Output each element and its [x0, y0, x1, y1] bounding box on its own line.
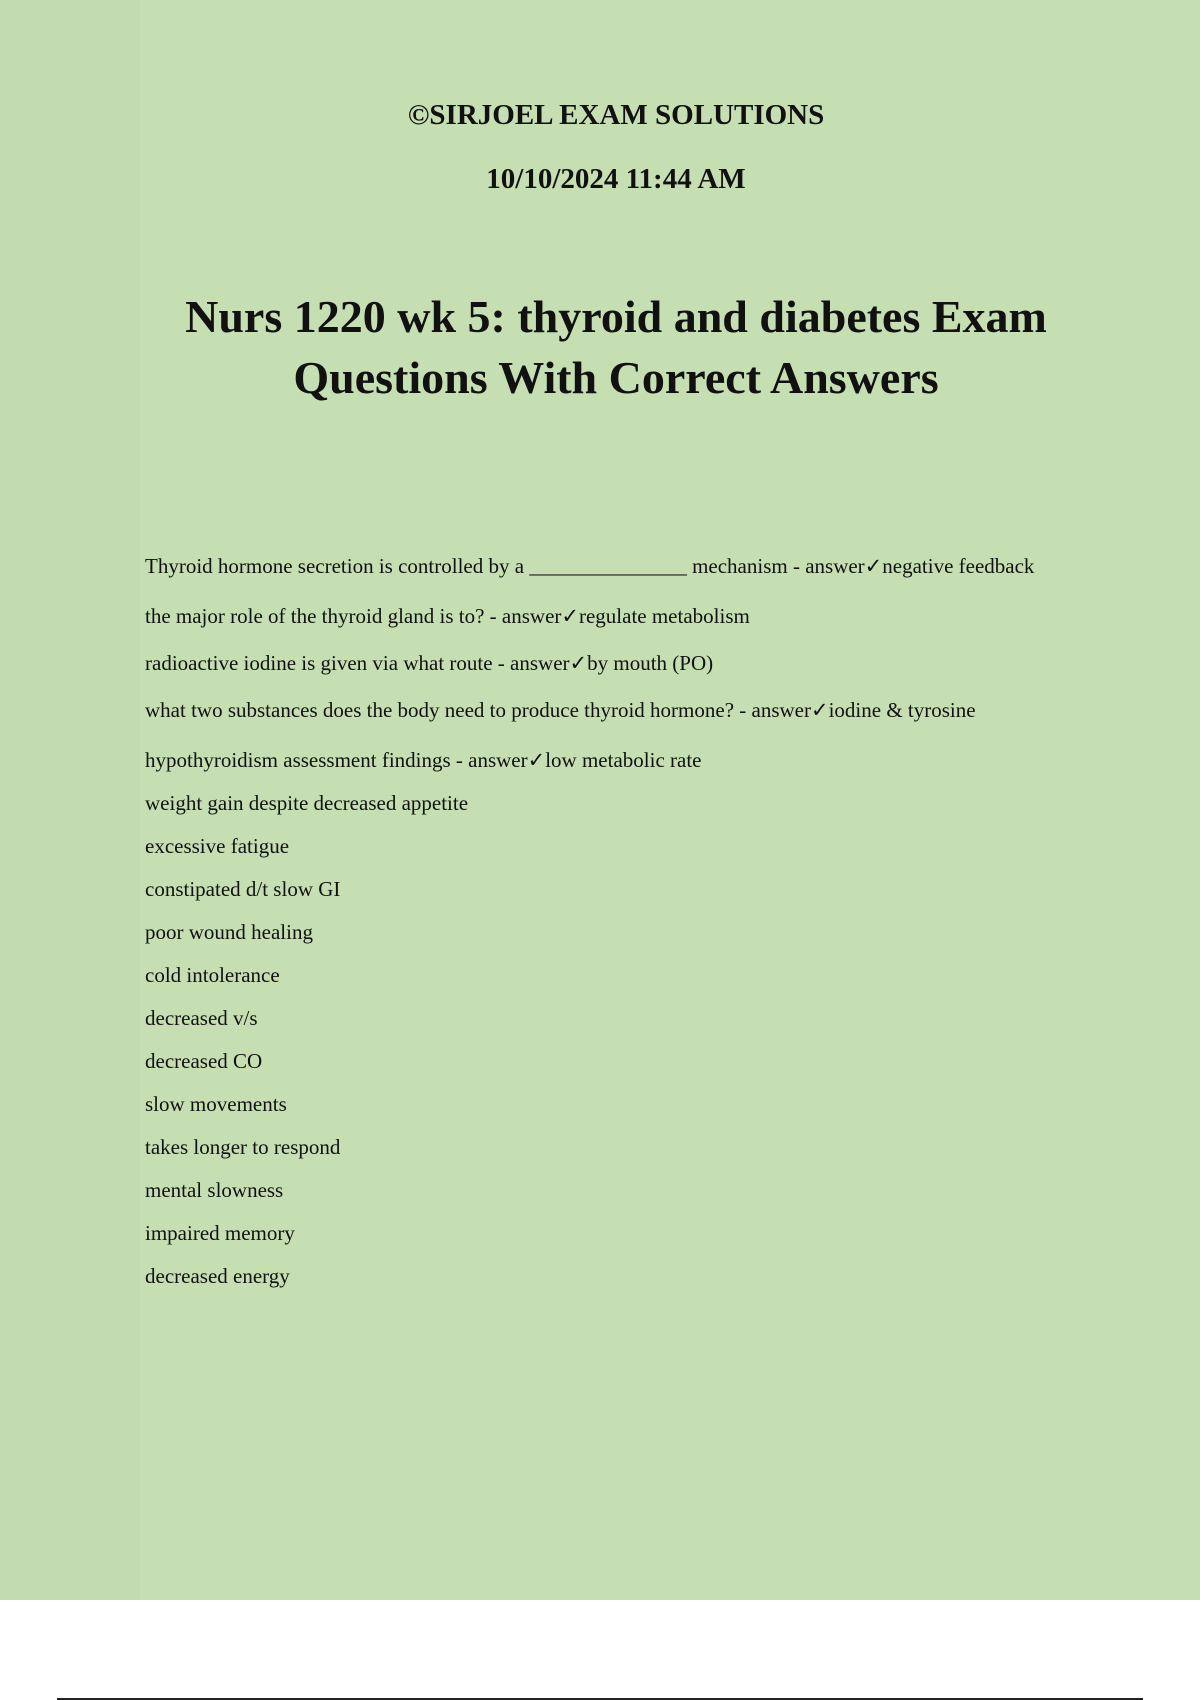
qa-item: impaired memory — [145, 1221, 295, 1245]
header-datetime: 10/10/2024 11:44 AM — [486, 163, 746, 195]
qa-item: poor wound healing — [145, 920, 313, 944]
document-title: Nurs 1220 wk 5: thyroid and diabetes Exam Questions With Correct Answers — [185, 291, 1047, 403]
qa-item: excessive fatigue — [145, 834, 290, 858]
qa-item: hypothyroidism assessment findings - answer✓low metabolic rate — [145, 748, 702, 772]
qa-item: slow movements — [145, 1092, 287, 1116]
qa-item: Thyroid hormone secretion is controlled by a _______________ mechanism - answer✓negative feedback — [145, 554, 1035, 578]
header-organization: ©SIRJOEL EXAM SOLUTIONS — [407, 99, 825, 131]
qa-item: constipated d/t slow GI — [145, 877, 341, 901]
page-margin-shade — [0, 0, 140, 1600]
qa-item: what two substances does the body need to produce thyroid hormone? - answer✓iodine & tyrosine — [145, 698, 976, 722]
qa-item: mental slowness — [145, 1178, 284, 1202]
qa-list — [145, 551, 1080, 1292]
qa-item: the major role of the thyroid gland is to? - answer✓regulate metabolism — [145, 604, 750, 628]
qa-item: decreased CO — [145, 1049, 263, 1073]
qa-item: decreased v/s — [145, 1006, 258, 1030]
qa-item: radioactive iodine is given via what route - answer✓by mouth (PO) — [145, 651, 714, 675]
qa-item: cold intolerance — [145, 963, 280, 987]
qa-item: decreased energy — [145, 1264, 290, 1288]
qa-item: weight gain despite decreased appetite — [145, 791, 469, 815]
qa-item: takes longer to respond — [145, 1135, 341, 1159]
